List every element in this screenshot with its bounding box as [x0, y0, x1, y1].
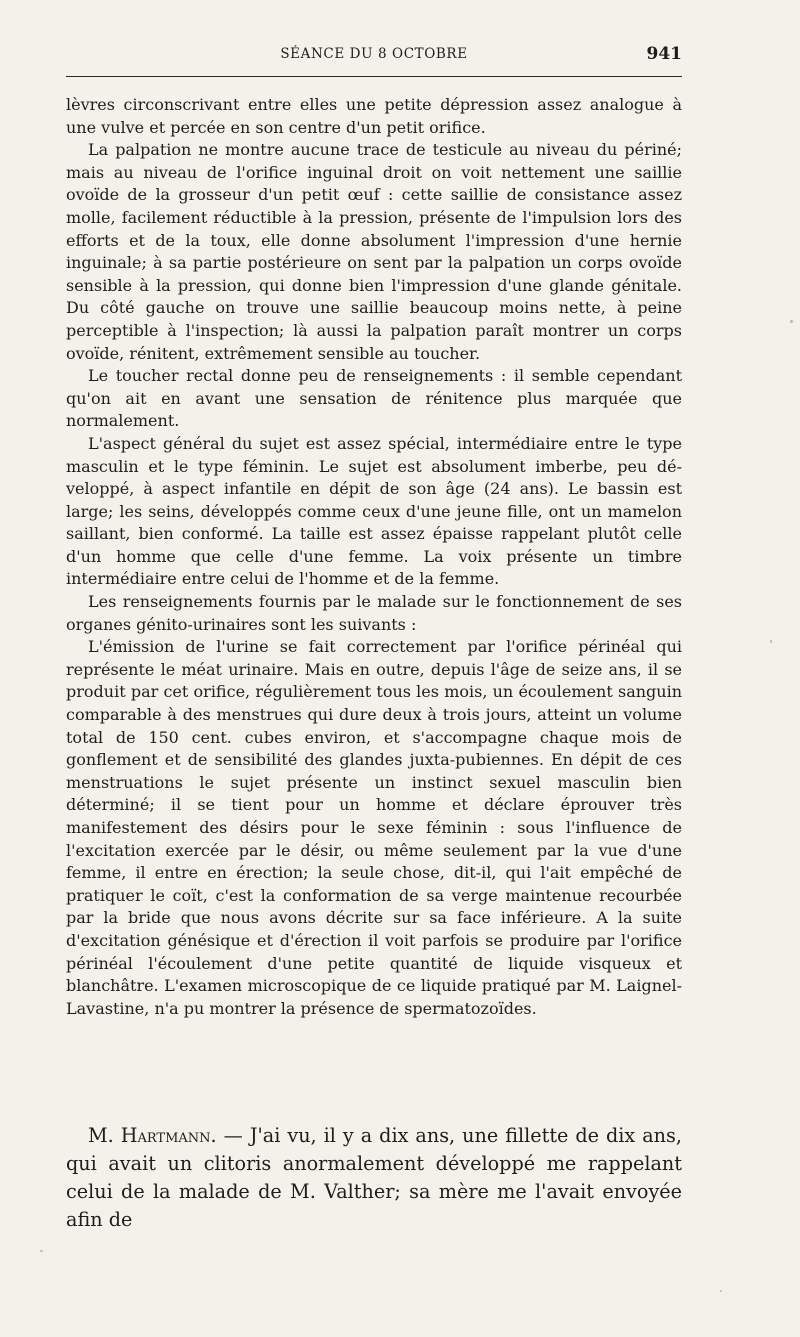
paragraph: lèvres circonscrivant entre elles une petite dépression assez analogue à une vulve et percée en son centre d'un petit orifice. [66, 95, 682, 137]
running-title: SÉANCE DU 8 OCTOBRE [280, 46, 468, 62]
header-rule [66, 76, 682, 77]
paragraph: L'émission de l'urine se fait correctement par l'orifice périnéal qui représente le méat urinaire. Mais en outre, depuis l'âge de seize ans, il se produit par cet orifice, régulièrement tous les mois, un écoulement sanguin comparable à des menstrues qui dure deux à trois jours, atteint un volume total de 150 cent. cubes environ, et s'accompagne chaque mois de gonflement et de sensibilité des glandes juxta-pubiennes. En dépit de ces menstruations le sujet présente un instinct sexuel masculin bien déterminé; il se tient pour un homme et déclare éprouver très manifestement des désirs pour le sexe féminin : sous l'influence de l'excitation exercée par le désir, ou même seulement par la vue d'une femme, il entre en érection; la seule chose, dit-il, qui l'ait empêché de pratiquer le coït, c'est la conformation de sa verge maintenue recourbée par la bride que nous avons décrite sur sa face inférieure. A la suite d'excitation génésique et d'érection il voit parfois se produire par l'orifice périnéal l'écoulement d'une petite quantité de liquide visqueux et blanchâtre. L'examen microscopique de ce liquide pratiqué par M. Laignel-Lavastine, n'a pu montrer la présence de spermatozoïdes. [66, 637, 682, 1018]
case-report-text [66, 94, 682, 1020]
paper-speck [770, 640, 772, 643]
discussion-text [66, 1122, 682, 1234]
paragraph: La palpation ne montre aucune trace de testicule au niveau du périné; mais au niveau de l'orifice inguinal droit on voit nettement une saillie ovoïde de la grosseur d'un petit œuf : cette saillie de consistance assez molle, facilement réductible à la pression, présente de l'impulsion lors des efforts et de la toux, elle donne absolument l'impression d'une hernie inguinale; à sa partie postérieure on sent par la palpation un corps ovoïde sensible à la pression, qui donne bien l'impression d'une glande génitale. Du côté gauche on trouve une saillie beaucoup moins nette, à peine perceptible à l'inspection; là aussi la palpation paraît montrer un corps ovoïde, rénitent, extrêmement sensible au toucher. [66, 140, 682, 363]
paragraph: Le toucher rectal donne peu de renseignements : il semble cependant qu'on ait en avant une sensation de rénitence plus marquée que normalement. [66, 366, 682, 431]
paper-speck [720, 1290, 722, 1292]
speaker-remark: — J'ai vu, il y a dix ans, une fillette de dix ans, qui avait un clitoris anormalement développé me rappelant celui de la malade de M. Valther; sa mère me l'avait envoyée afin de [66, 1124, 682, 1231]
paper-speck [40, 1250, 43, 1252]
speaker-paragraph [66, 1122, 682, 1234]
paragraph: Les renseignements fournis par le malade sur le fonctionnement de ses organes génito-urinaires sont les suivants : [66, 592, 682, 634]
page-number: 941 [646, 44, 682, 64]
paragraph: L'aspect général du sujet est assez spécial, intermédiaire entre le type masculin et le type féminin. Le sujet est absolument imberbe, peu développé, à aspect infantile en dépit de son âge (24 ans). Le bassin est large; les seins, développés comme ceux d'une jeune fille, ont un mamelon saillant, bien conformé. La taille est assez épaisse rappelant plutôt celle d'un homme que celle d'une femme. La voix présente un timbre intermédiaire entre celui de l'homme et de la femme. [66, 433, 682, 589]
paper-speck [790, 320, 793, 323]
speaker-name: M. Hartmann. [88, 1124, 217, 1147]
running-header [66, 42, 682, 70]
